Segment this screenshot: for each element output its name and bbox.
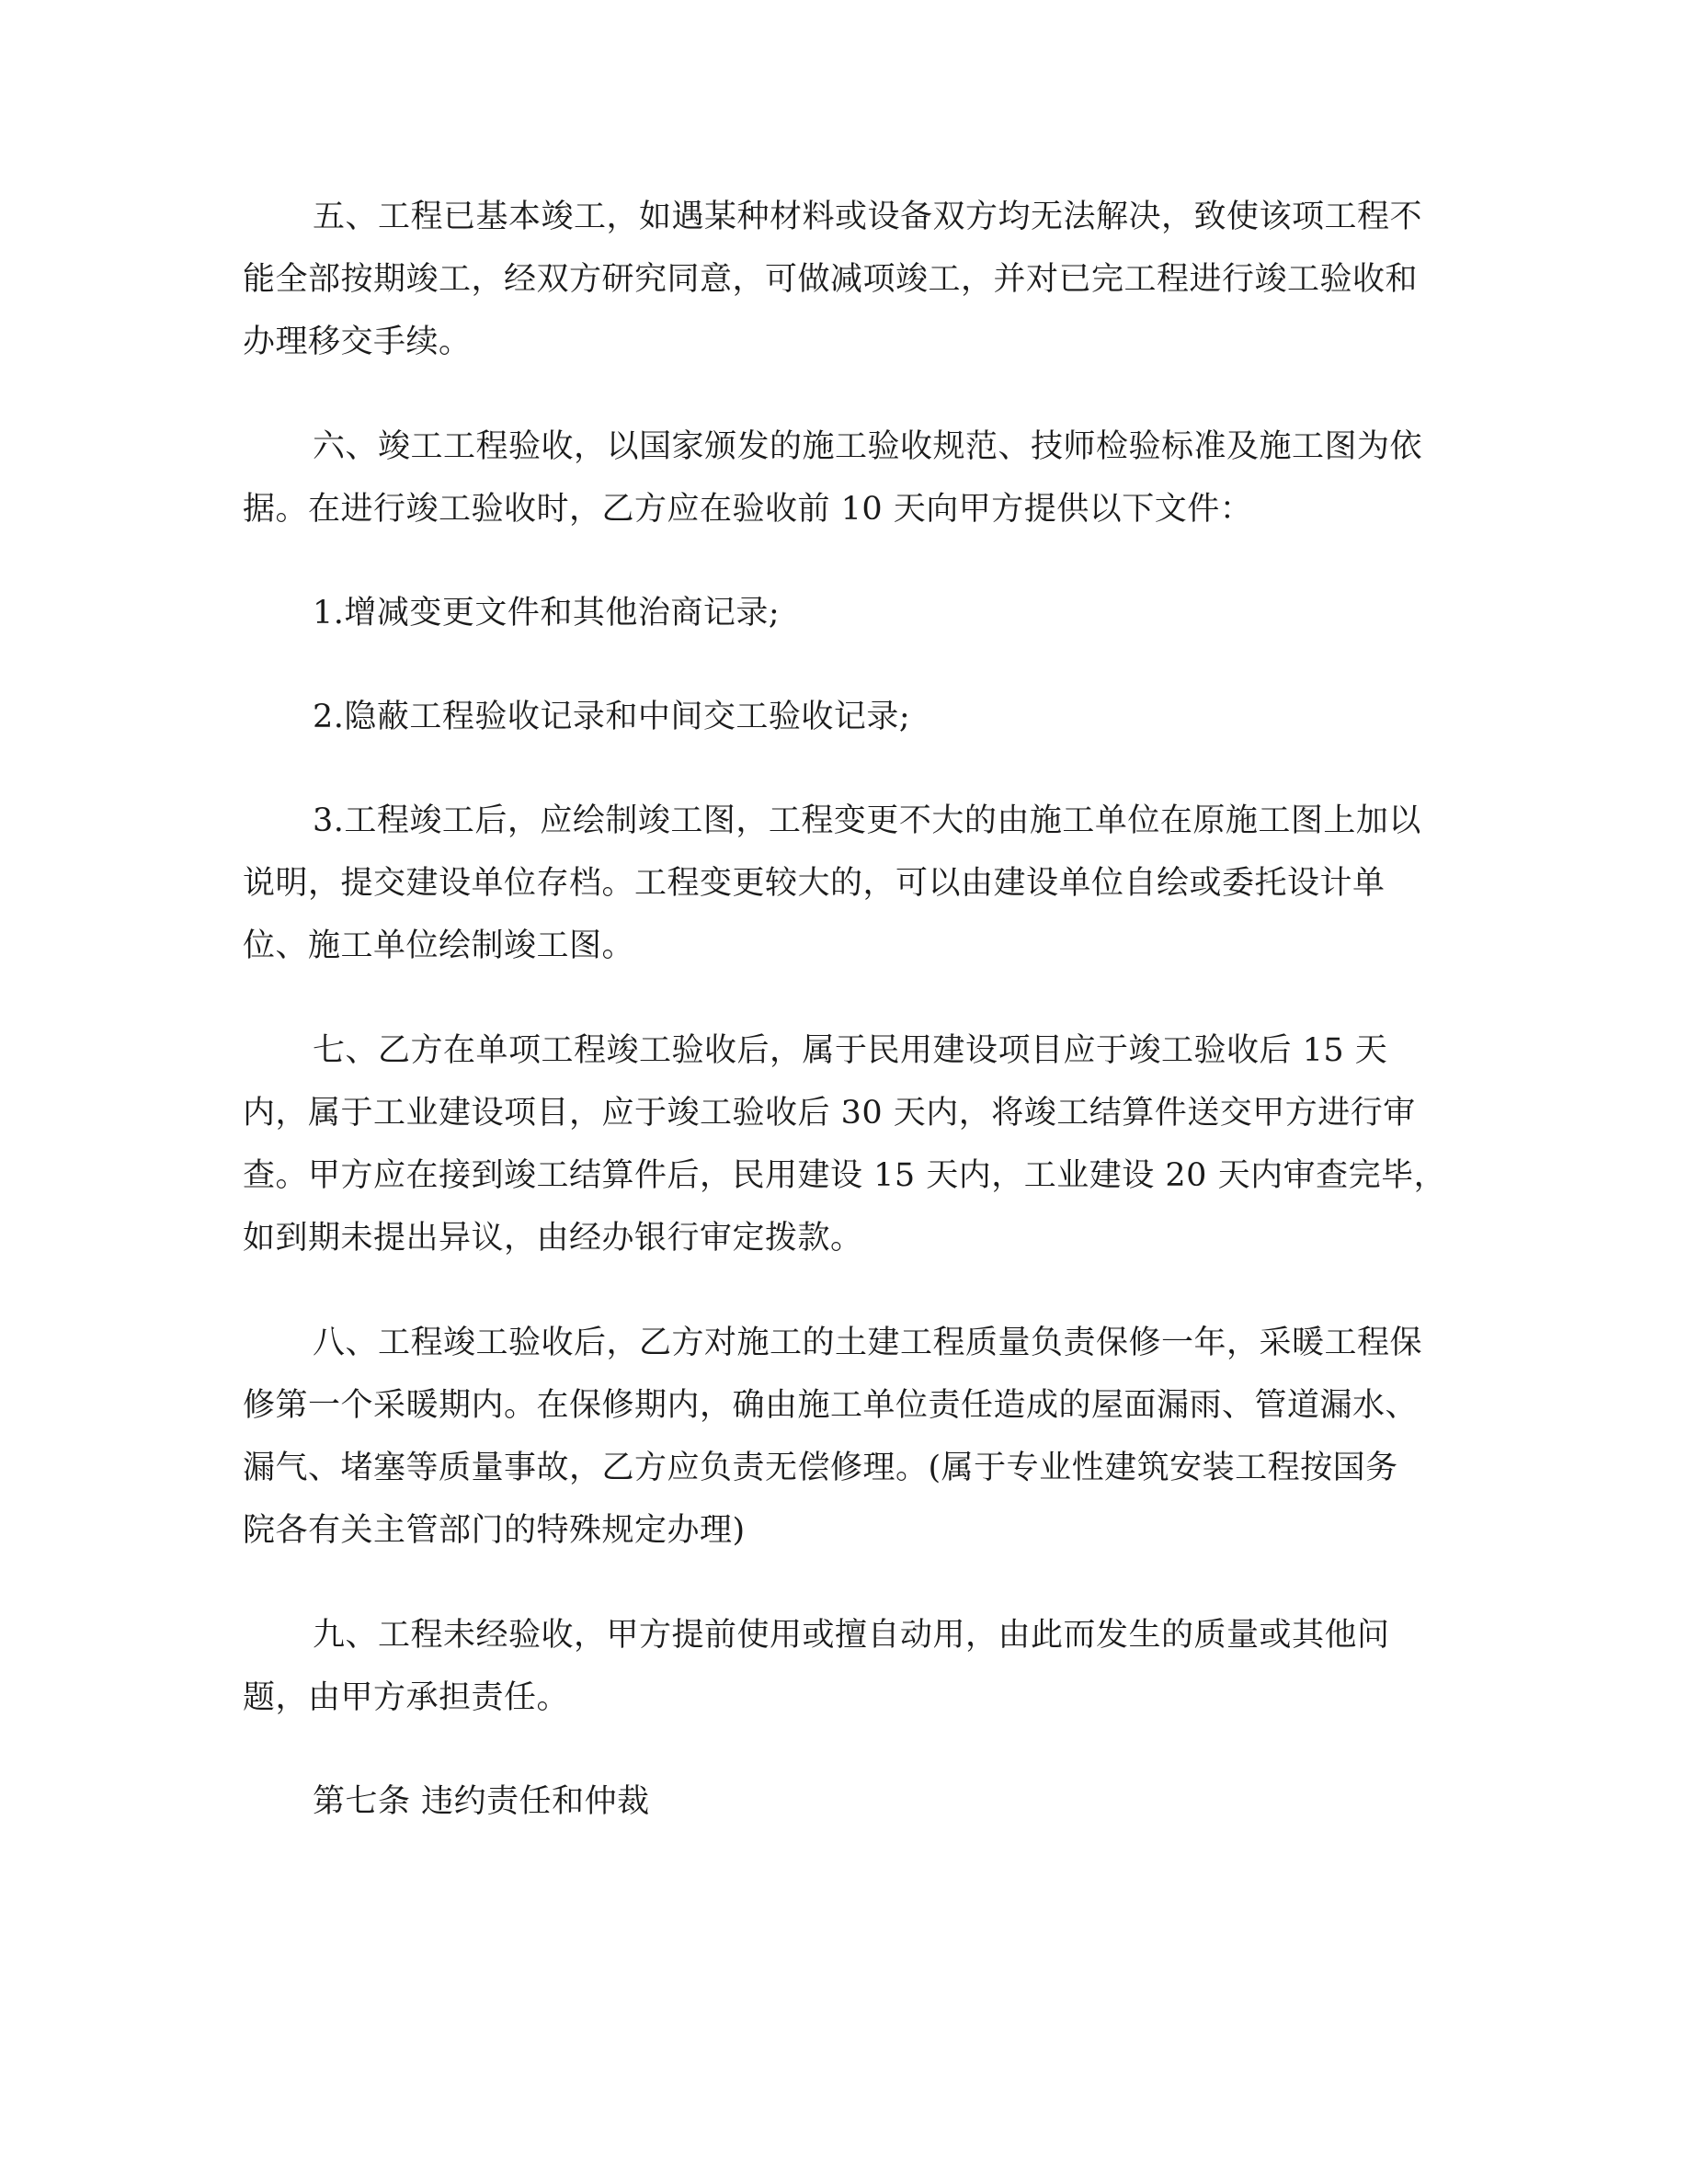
paragraph-7-line-1: 七、乙方在单项工程竣工验收后，属于民用建设项目应于竣工验收后 15 天: [313, 1032, 1388, 1069]
paragraph-7-line-2: 内，属于工业建设项目，应于竣工验收后 30 天内，将竣工结算件送交甲方进行审: [243, 1095, 1416, 1132]
list-item-3-line-1: 3.工程竣工后，应绘制竣工图，工程变更不大的由施工单位在原施工图上加以: [313, 802, 1421, 839]
list-item-3-line-2: 说明，提交建设单位存档。工程变更较大的，可以由建设单位自绘或委托设计单: [243, 865, 1386, 902]
paragraph-6-line-2: 据。在进行竣工验收时，乙方应在验收前 10 天向甲方提供以下文件：: [243, 491, 1253, 528]
list-item-2: 2.隐蔽工程验收记录和中间交工验收记录;: [313, 699, 911, 735]
article-7-heading: 第七条 违约责任和仲裁: [313, 1783, 650, 1820]
paragraph-9-line-1: 九、工程未经验收，甲方提前使用或擅自动用，由此而发生的质量或其他问: [313, 1617, 1390, 1654]
paragraph-8-line-3: 漏气、堵塞等质量事故，乙方应负责无偿修理。(属于专业性建筑安装工程按国务: [243, 1450, 1398, 1486]
paragraph-8-line-2: 修第一个采暖期内。在保修期内，确由施工单位责任造成的屋面漏雨、管道漏水、: [243, 1387, 1419, 1424]
list-item-1: 1.增减变更文件和其他治商记录;: [313, 595, 781, 631]
paragraph-5-line-2: 能全部按期竣工，经双方研究同意，可做减项竣工，并对已完工程进行竣工验收和: [243, 261, 1419, 298]
paragraph-7-line-4: 如到期未提出异议，由经办银行审定拨款。: [243, 1220, 863, 1257]
paragraph-9-line-2: 题，由甲方承担责任。: [243, 1679, 570, 1716]
paragraph-8-line-1: 八、工程竣工验收后，乙方对施工的土建工程质量负责保修一年，采暖工程保: [313, 1325, 1423, 1361]
paragraph-8-line-4: 院各有关主管部门的特殊规定办理): [243, 1512, 746, 1549]
paragraph-7-line-3: 查。甲方应在接到竣工结算件后，民用建设 15 天内，工业建设 20 天内审查完毕，: [243, 1157, 1447, 1194]
paragraph-5-line-3: 办理移交手续。: [243, 324, 472, 360]
paragraph-6-line-1: 六、竣工工程验收，以国家颁发的施工验收规范、技师检验标准及施工图为依: [313, 428, 1423, 465]
paragraph-5-line-1: 五、工程已基本竣工，如遇某种材料或设备双方均无法解决，致使该项工程不: [313, 199, 1423, 235]
list-item-3-line-3: 位、施工单位绘制竣工图。: [243, 927, 635, 964]
